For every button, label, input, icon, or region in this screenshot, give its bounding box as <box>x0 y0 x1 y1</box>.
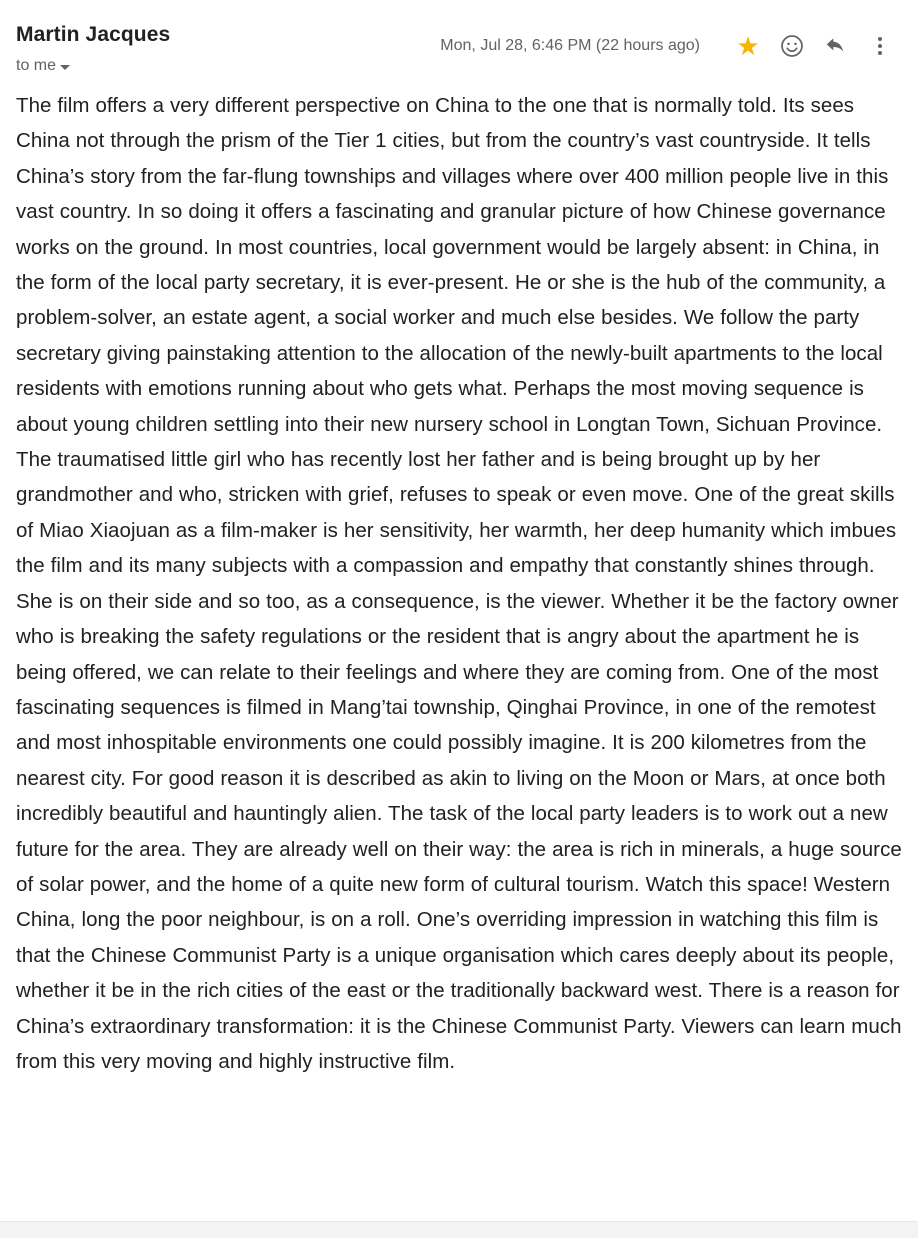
email-header <box>0 0 918 76</box>
reply-icon[interactable] <box>814 24 858 68</box>
recipient-label: to me <box>16 57 57 74</box>
email-body: The film offers a very different perspective on China to the one that is normally told. Its sees China not through the prism of the Tier 1 cities, but from the country’s vast countryside. It tells China’s story from the far-flung townships and villages where over 400 million people live in this vast country. In so doing it offers a fascinating and granular picture of how Chinese governance works on the ground. In most countries, local government would be largely absent: in China, in the form of the local party secretary, it is ever-present. He or she is the hub of the community, a problem-solver, an estate agent, a social worker and much else besides. We follow the party secretary giving painstaking attention to the allocation of the newly-built apartments to the local residents with emotions running about who gets what. Perhaps the most moving sequence is about young children settling into their new nursery school in Longtan Town, Sichuan Province. The traumatised little girl who has recently lost her father and is being brought up by her grandmother and who, stricken with grief, refuses to speak or even move. One of the great skills of Miao Xiaojuan as a film-maker is her sensitivity, her warmth, her deep humanity which imbues the film and its many subjects with a compassion and empathy that constantly shines through. She is on their side and so too, as a consequence, is the viewer. Whether it be the factory owner who is breaking the safety regulations or the resident that is angry about the apartment he is being offered, we can relate to their feelings and where they are coming from. One of the most fascinating sequences is filmed in Mang’tai township, Qinghai Province, in one of the remotest and most inhospitable environments one could possibly imagine. It is 200 kilometres from the nearest city. For good reason it is described as akin to living on the Moon or Mars, at once both incredibly beautiful and hauntingly alien. The task of the local party leaders is to work out a new future for the area. They are already well on their way: the area is rich in minerals, a huge source of solar power, and the home of a quite new form of cultural tourism. Watch this space! Western China, long the poor neighbour, is on a roll. One’s overriding impression in watching this film is that the Chinese Communist Party is a unique organisation which cares deeply about its people, whether it be in the rich cities of the east or the traditionally backward west. There is a reason for China’s extraordinary transformation: it is the Chinese Communist Party. Viewers can learn much from this very moving and highly instructive film. <box>16 94 902 1073</box>
header-actions <box>440 22 902 68</box>
kebab-dots <box>878 37 882 55</box>
emoji-react-icon[interactable] <box>770 24 814 68</box>
star-glyph: ★ <box>736 31 760 61</box>
more-options-icon[interactable] <box>858 24 902 68</box>
sender-name: Martin Jacques <box>16 23 171 46</box>
email-timestamp: Mon, Jul 28, 6:46 PM (22 hours ago) <box>440 37 700 54</box>
chevron-down-icon[interactable] <box>60 65 70 70</box>
star-icon[interactable] <box>726 24 770 68</box>
sender-block <box>16 22 170 76</box>
bottom-divider <box>0 1221 918 1238</box>
recipient-row[interactable] <box>16 56 170 76</box>
